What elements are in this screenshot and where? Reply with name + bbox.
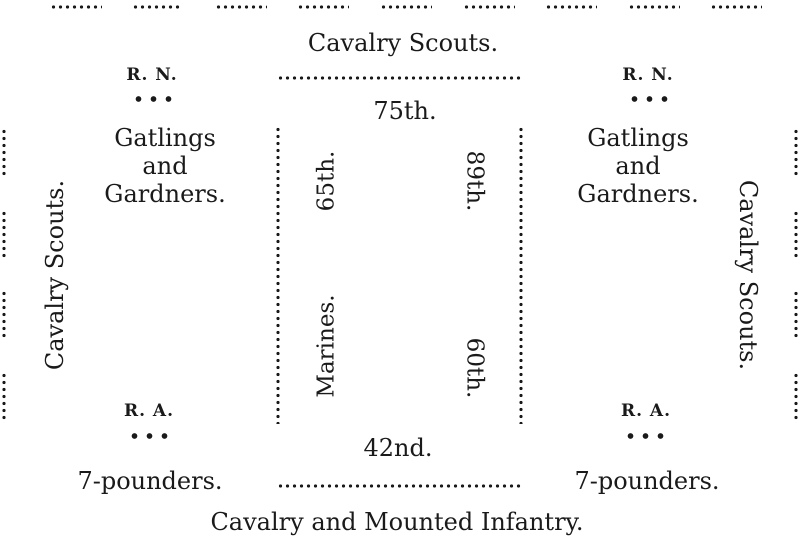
right-face-rear-regiment: 60th. bbox=[461, 337, 488, 399]
top-dots-segment bbox=[710, 5, 762, 9]
rear-regiment-label: 42nd. bbox=[363, 434, 433, 462]
left-dots-segment bbox=[2, 372, 6, 422]
top-dots-segment bbox=[50, 5, 102, 9]
top-cavalry-scouts-label: Cavalry Scouts. bbox=[307, 29, 499, 57]
bottom-cavalry-label: Cavalry and Mounted Infantry. bbox=[210, 508, 584, 536]
left-dots-segment bbox=[2, 210, 6, 260]
left-face-rear-regiment: Marines. bbox=[313, 294, 340, 398]
pounders-right-label: 7-pounders. bbox=[574, 467, 720, 495]
front-regiment-label: 75th. bbox=[373, 97, 437, 125]
square-right-face bbox=[519, 126, 523, 424]
top-dots-segment bbox=[380, 5, 432, 9]
ra-left-guns bbox=[127, 433, 171, 439]
gatlings-left-line3: Gardners. bbox=[104, 180, 226, 208]
rn-right-guns bbox=[627, 96, 671, 102]
top-dots-segment bbox=[215, 5, 267, 9]
gatlings-right-line1: Gatlings bbox=[587, 124, 689, 152]
ra-left-label: R. A. bbox=[123, 401, 175, 421]
top-dots-segment bbox=[132, 5, 182, 9]
square-front-face bbox=[277, 76, 521, 80]
top-dots-segment bbox=[463, 5, 515, 9]
left-face-front-regiment: 65th. bbox=[313, 150, 340, 212]
gatlings-left-line1: Gatlings bbox=[114, 124, 216, 152]
gatlings-left-line2: and bbox=[142, 152, 188, 180]
left-dots-segment bbox=[2, 128, 6, 178]
gatlings-right-line3: Gardners. bbox=[577, 180, 699, 208]
right-dots-segment bbox=[794, 128, 798, 178]
left-cavalry-scouts-label: Cavalry Scouts. bbox=[41, 179, 69, 371]
ra-right-label: R. A. bbox=[620, 401, 672, 421]
gatlings-right-line2: and bbox=[615, 152, 661, 180]
square-left-face bbox=[276, 126, 280, 424]
top-dots-segment bbox=[297, 5, 349, 9]
ra-right-guns bbox=[623, 433, 667, 439]
right-dots-segment bbox=[794, 372, 798, 422]
rn-right-label: R. N. bbox=[622, 65, 674, 85]
right-face-front-regiment: 89th. bbox=[461, 150, 488, 212]
right-dots-segment bbox=[794, 210, 798, 260]
top-dots-segment bbox=[545, 5, 597, 9]
pounders-left-label: 7-pounders. bbox=[77, 467, 223, 495]
top-dots-segment bbox=[628, 5, 680, 9]
left-dots-segment bbox=[2, 290, 6, 340]
rn-left-guns bbox=[131, 96, 175, 102]
rn-left-label: R. N. bbox=[126, 65, 178, 85]
right-dots-segment bbox=[794, 290, 798, 340]
square-rear-face bbox=[277, 484, 521, 488]
right-cavalry-scouts-label: Cavalry Scouts. bbox=[734, 179, 762, 371]
